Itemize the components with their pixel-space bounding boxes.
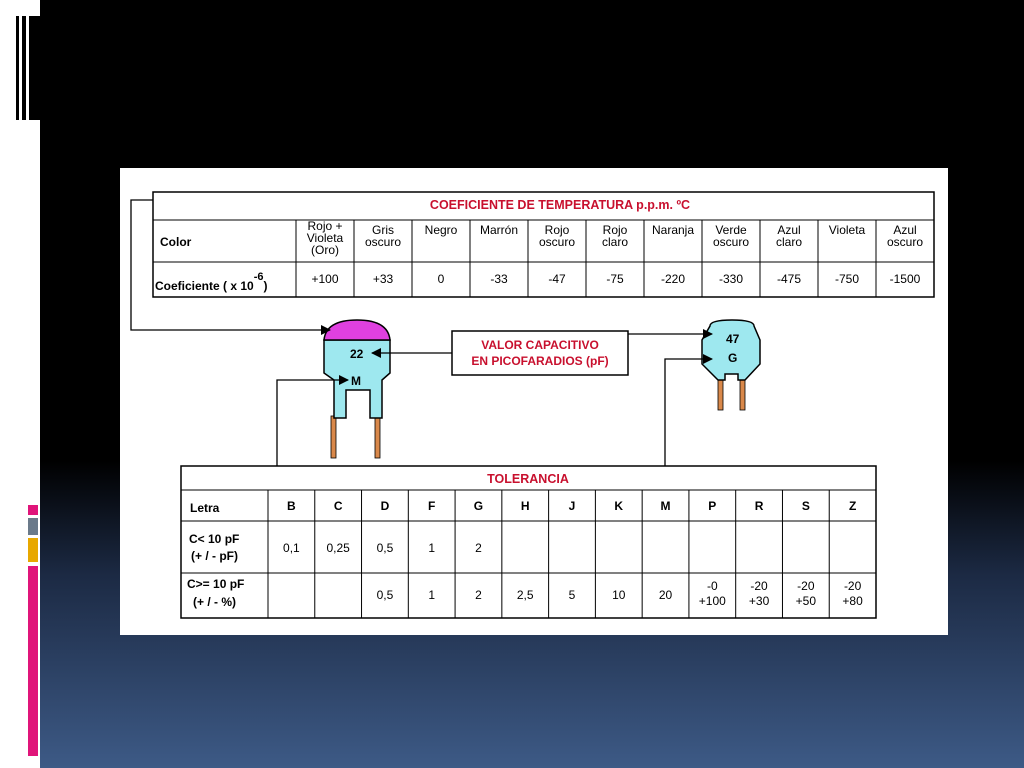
coef-color-3-line-0: Marrón — [479, 223, 519, 237]
tol-ge10-5-0: 2,5 — [516, 588, 534, 602]
capacitor-left-cap — [324, 320, 390, 340]
coef-color-5-line-0: Rojo — [602, 223, 628, 237]
tol-row-label-lt10-line1: C< 10 pF — [189, 532, 240, 546]
tol-letter-12: Z — [848, 499, 857, 513]
coef-color-6-line-0: Naranja — [651, 223, 695, 237]
tol-letter-5: H — [520, 499, 530, 513]
coef-color-0-line-1: Violeta — [306, 231, 344, 245]
tol-ge10-9-0: -0 — [706, 579, 718, 593]
tol-lt10-3-0: 1 — [428, 541, 436, 555]
coef-color-7-line-0: Verde — [715, 223, 747, 237]
coef-color-8-line-1: claro — [775, 235, 803, 249]
tol-ge10-9-1: +100 — [698, 594, 726, 608]
coef-value-0: +100 — [311, 272, 339, 286]
tol-ge10-12-1: +80 — [842, 594, 863, 608]
tol-letter-7: K — [614, 499, 624, 513]
tol-ge10-11-0: -20 — [797, 579, 815, 593]
value-label-line1: VALOR CAPACITIVO — [481, 338, 599, 352]
coef-color-10-line-1: oscuro — [886, 235, 924, 249]
coef-color-1-line-0: Gris — [372, 223, 394, 237]
accent-pink-small — [28, 505, 38, 515]
tol-lt10-0-0: 0,1 — [283, 541, 300, 555]
tol-letter-1: C — [333, 499, 343, 513]
coef-value-1: +33 — [372, 272, 394, 286]
tol-letter-11: S — [801, 499, 810, 513]
tol-lt10-1-0: 0,25 — [326, 541, 350, 555]
capacitor-code-figure — [120, 168, 948, 635]
coef-value-4: -47 — [548, 272, 566, 286]
tol-ge10-12-0: -20 — [843, 579, 862, 593]
accent-gray — [28, 518, 38, 535]
coef-value-9: -750 — [834, 272, 860, 286]
coef-color-9-line-0: Violeta — [828, 223, 866, 237]
tol-letter-10: R — [754, 499, 764, 513]
value-label-box — [452, 331, 628, 375]
coef-color-1-line-1: oscuro — [364, 235, 402, 249]
tol-lt10-4-0: 2 — [475, 541, 482, 555]
tol-ge10-7-0: 10 — [612, 588, 626, 602]
tol-ge10-2-0: 0,5 — [376, 588, 394, 602]
tol-ge10-10-0: -20 — [750, 579, 768, 593]
tol-letter-2: D — [380, 499, 390, 513]
coef-value-8: -475 — [776, 272, 802, 286]
tol-ge10-6-0: 5 — [568, 588, 576, 602]
coef-color-10-line-0: Azul — [893, 223, 917, 237]
coef-value-7: -330 — [718, 272, 744, 286]
capacitor-left-tolerance: M — [351, 374, 361, 388]
capacitor-right-value: 47 — [726, 332, 740, 346]
coef-row-label-color: Color — [160, 235, 192, 249]
capacitor-right-tolerance: G — [728, 351, 738, 365]
tol-row-label-ge10-line2: (+ / - %) — [193, 595, 237, 609]
coef-value-5: -75 — [606, 272, 624, 286]
tol-ge10-11-1: +50 — [795, 594, 817, 608]
coef-value-3: -33 — [490, 272, 508, 286]
accent-pink-long — [28, 566, 38, 756]
capacitor-left — [324, 320, 390, 458]
tol-row-label-ge10-line1: C>= 10 pF — [187, 577, 245, 591]
value-label-line2: EN PICOFARADIOS (pF) — [471, 354, 609, 368]
coef-value-2: 0 — [437, 272, 445, 286]
coef-color-7-line-1: oscuro — [712, 235, 750, 249]
coef-table-title: COEFICIENTE DE TEMPERATURA p.p.m. ºC — [429, 198, 691, 212]
tol-letter-0: B — [287, 499, 296, 513]
capacitor-diagram — [120, 168, 948, 635]
coef-table — [153, 192, 934, 297]
tol-ge10-8-0: 20 — [658, 588, 673, 602]
accent-gold — [28, 538, 38, 562]
tol-lt10-2-0: 0,5 — [376, 541, 394, 555]
tol-row-label-letra: Letra — [190, 501, 220, 515]
coef-color-4-line-0: Rojo — [544, 223, 570, 237]
tol-letter-8: M — [660, 499, 671, 513]
tol-ge10-4-0: 2 — [475, 588, 482, 602]
tol-ge10-10-1: +30 — [748, 594, 770, 608]
tol-letter-9: P — [708, 499, 717, 513]
coef-color-0-line-2: (Oro) — [311, 243, 339, 257]
tol-letter-3: F — [428, 499, 436, 513]
slide-logo-bars — [16, 16, 40, 120]
coef-color-5-line-1: claro — [601, 235, 629, 249]
tol-letter-6: J — [568, 499, 576, 513]
capacitor-right-body — [702, 320, 760, 380]
tol-letter-4: G — [473, 499, 484, 513]
tol-table — [181, 466, 876, 618]
coef-color-0-line-0: Rojo + — [307, 219, 343, 233]
coef-value-10: -1500 — [889, 272, 921, 286]
coef-color-2-line-0: Negro — [424, 223, 458, 237]
coef-color-4-line-1: oscuro — [538, 235, 576, 249]
coef-value-6: -220 — [660, 272, 686, 286]
capacitor-left-value: 22 — [350, 347, 364, 361]
tol-table-title: TOLERANCIA — [487, 472, 569, 486]
tol-ge10-3-0: 1 — [428, 588, 436, 602]
tol-row-label-lt10-line2: (+ / - pF) — [191, 549, 238, 563]
coef-color-8-line-0: Azul — [777, 223, 801, 237]
coef-row-label-coefficient: Coeficiente ( x 10-6) — [155, 271, 268, 293]
